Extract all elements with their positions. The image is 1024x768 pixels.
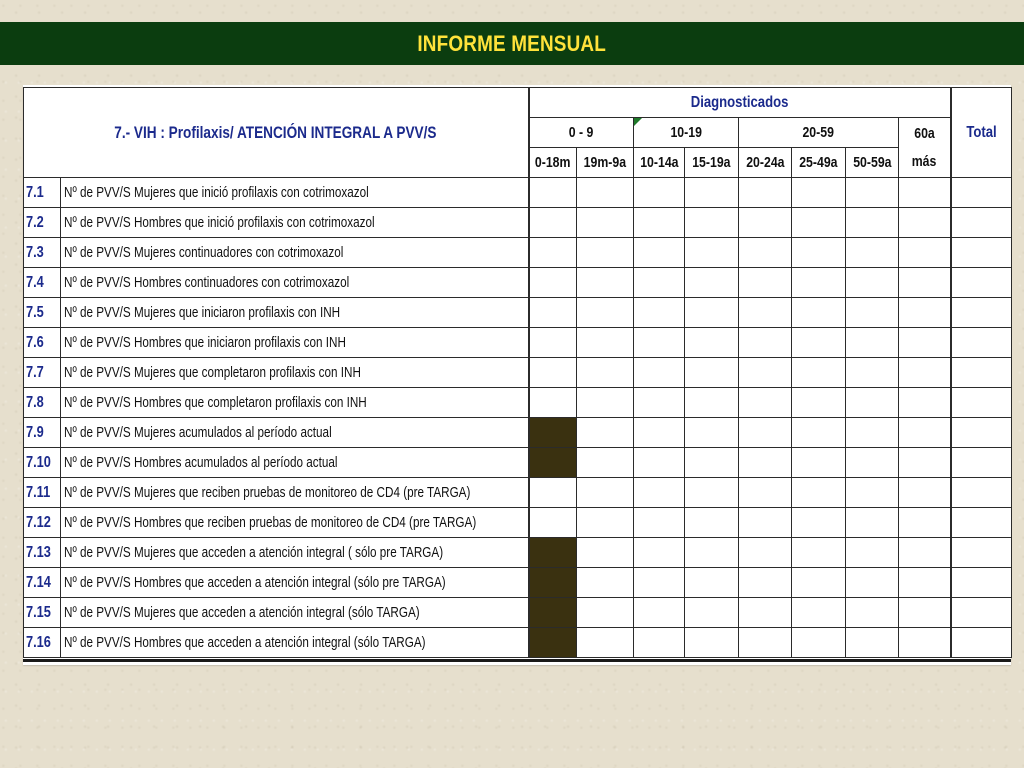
data-cell[interactable] (739, 508, 792, 538)
subgroup-19m-9a (577, 148, 634, 178)
data-cell[interactable] (792, 508, 846, 538)
data-cell[interactable] (792, 418, 846, 448)
age-group-20-59 (739, 118, 899, 148)
data-cell[interactable] (899, 568, 951, 598)
data-cell[interactable] (792, 538, 846, 568)
row-description-text: Nº de PVV/S Mujeres que acceden a atención integral ( sólo pre TARGA) (64, 544, 444, 561)
data-cell[interactable] (899, 298, 951, 328)
data-cell[interactable] (846, 358, 899, 388)
row-code-text: 7.9 (26, 423, 44, 441)
data-cell[interactable] (577, 208, 634, 238)
age-group-label: 0 - 9 (568, 124, 594, 141)
data-cell[interactable] (846, 568, 899, 598)
data-cell[interactable] (739, 238, 792, 268)
row-code-text: 7.11 (26, 483, 51, 501)
data-cell[interactable] (792, 178, 846, 208)
data-cell[interactable] (577, 298, 634, 328)
subgroup-10-14a (634, 148, 685, 178)
data-cell[interactable] (634, 238, 685, 268)
row-description-text: Nº de PVV/S Hombres que acceden a atención integral (sólo TARGA) (64, 634, 426, 651)
data-cell[interactable] (685, 328, 739, 358)
data-cell[interactable] (899, 208, 951, 238)
row-code-text: 7.8 (26, 393, 44, 411)
data-cell[interactable] (792, 448, 846, 478)
table-row (24, 448, 1012, 478)
data-cell[interactable] (577, 388, 634, 418)
row-code-text: 7.3 (26, 243, 44, 261)
total-label: Total (966, 123, 997, 141)
data-cell[interactable] (577, 508, 634, 538)
row-description (61, 478, 529, 508)
data-cell[interactable] (899, 508, 951, 538)
data-cell[interactable] (739, 478, 792, 508)
data-cell[interactable] (792, 628, 846, 658)
data-cell[interactable] (634, 418, 685, 448)
row-code-text: 7.12 (26, 513, 51, 531)
row-code (24, 598, 61, 628)
total-cell[interactable] (951, 358, 1012, 388)
data-cell[interactable] (685, 268, 739, 298)
data-cell[interactable] (846, 328, 899, 358)
total-cell[interactable] (951, 448, 1012, 478)
table-row (24, 628, 1012, 658)
total-cell[interactable] (951, 328, 1012, 358)
row-description (61, 328, 529, 358)
total-cell[interactable] (951, 598, 1012, 628)
row-description (61, 568, 529, 598)
report-table (23, 87, 1012, 658)
row-description (61, 628, 529, 658)
data-cell[interactable] (739, 448, 792, 478)
data-cell[interactable] (739, 298, 792, 328)
row-description (61, 298, 529, 328)
data-cell[interactable] (529, 388, 577, 418)
table-row (24, 298, 1012, 328)
header-row-1 (24, 88, 1012, 118)
row-description-text: Nº de PVV/S Hombres acumulados al período actual (64, 454, 338, 471)
row-description (61, 178, 529, 208)
data-cell[interactable] (577, 238, 634, 268)
row-code (24, 448, 61, 478)
data-cell[interactable] (577, 628, 634, 658)
data-cell[interactable] (634, 358, 685, 388)
row-description-text: Nº de PVV/S Mujeres que reciben pruebas de monitoreo de CD4 (pre TARGA) (64, 484, 471, 501)
row-description (61, 388, 529, 418)
data-cell[interactable] (577, 328, 634, 358)
data-cell[interactable] (846, 178, 899, 208)
data-cell[interactable] (739, 358, 792, 388)
row-description (61, 238, 529, 268)
row-code-text: 7.13 (26, 543, 51, 561)
data-cell[interactable] (846, 448, 899, 478)
data-cell[interactable] (739, 628, 792, 658)
row-description-text: Nº de PVV/S Mujeres que acceden a atención integral (sólo TARGA) (64, 604, 420, 621)
data-cell[interactable] (529, 328, 577, 358)
data-cell[interactable] (899, 628, 951, 658)
row-code (24, 328, 61, 358)
subgroup-label: 25-49a (799, 154, 838, 171)
data-cell[interactable] (634, 328, 685, 358)
data-cell[interactable] (577, 448, 634, 478)
data-cell[interactable] (846, 628, 899, 658)
subgroup-label: 10-14a (639, 154, 679, 171)
data-cell[interactable] (899, 598, 951, 628)
row-description-text: Nº de PVV/S Mujeres continuadores con cotrimoxazol (64, 244, 344, 261)
total-header (951, 88, 1012, 178)
data-cell[interactable] (577, 418, 634, 448)
row-description-text: Nº de PVV/S Hombres que reciben pruebas de monitoreo de CD4 (pre TARGA) (64, 514, 477, 531)
section-title: 7.- VIH : Profilaxis/ ATENCIÓN INTEGRAL A PVV/S (114, 122, 437, 142)
data-cell[interactable] (685, 478, 739, 508)
row-code-text: 7.5 (26, 303, 44, 321)
total-cell[interactable] (951, 208, 1012, 238)
data-cell[interactable] (899, 358, 951, 388)
subgroup-label: 20-24a (745, 154, 785, 171)
data-cell[interactable] (792, 598, 846, 628)
data-cell[interactable] (792, 388, 846, 418)
age-group-label: 60a (913, 124, 935, 142)
data-cell[interactable] (792, 328, 846, 358)
subgroup-20-24a (739, 148, 792, 178)
row-code-text: 7.6 (26, 333, 44, 351)
table-row (24, 478, 1012, 508)
table-row (24, 238, 1012, 268)
data-cell[interactable] (846, 478, 899, 508)
data-cell[interactable] (634, 388, 685, 418)
row-description (61, 268, 529, 298)
row-code (24, 268, 61, 298)
row-code (24, 628, 61, 658)
data-cell[interactable] (529, 298, 577, 328)
row-code-text: 7.15 (26, 603, 51, 621)
data-cell[interactable] (634, 208, 685, 238)
data-cell[interactable] (739, 598, 792, 628)
data-cell[interactable] (634, 628, 685, 658)
age-group-label: más (911, 152, 937, 170)
data-cell[interactable] (685, 508, 739, 538)
data-cell[interactable] (577, 178, 634, 208)
shaded-cell (529, 628, 577, 658)
age-group-0-9 (529, 118, 634, 148)
row-description-text: Nº de PVV/S Hombres que completaron profilaxis con INH (64, 394, 367, 411)
data-cell[interactable] (739, 178, 792, 208)
total-cell[interactable] (951, 628, 1012, 658)
data-cell[interactable] (577, 358, 634, 388)
data-cell[interactable] (529, 268, 577, 298)
data-cell[interactable] (634, 568, 685, 598)
data-cell[interactable] (739, 418, 792, 448)
total-cell[interactable] (951, 238, 1012, 268)
table-row (24, 388, 1012, 418)
data-cell[interactable] (899, 478, 951, 508)
data-cell[interactable] (846, 418, 899, 448)
total-cell[interactable] (951, 568, 1012, 598)
table-row (24, 508, 1012, 538)
data-cell[interactable] (685, 538, 739, 568)
data-cell[interactable] (685, 388, 739, 418)
table-row (24, 418, 1012, 448)
total-cell[interactable] (951, 478, 1012, 508)
data-cell[interactable] (846, 508, 899, 538)
row-description (61, 598, 529, 628)
row-description-text: Nº de PVV/S Hombres continuadores con cotrimoxazol (64, 274, 350, 291)
data-cell[interactable] (529, 358, 577, 388)
row-description (61, 358, 529, 388)
row-code-text: 7.4 (26, 273, 44, 291)
shaded-cell (529, 598, 577, 628)
data-cell[interactable] (529, 508, 577, 538)
data-cell[interactable] (577, 598, 634, 628)
data-cell[interactable] (685, 208, 739, 238)
data-cell[interactable] (899, 388, 951, 418)
row-code (24, 478, 61, 508)
data-cell[interactable] (577, 268, 634, 298)
data-cell[interactable] (634, 298, 685, 328)
row-description (61, 448, 529, 478)
shaded-cell (529, 538, 577, 568)
data-cell[interactable] (846, 238, 899, 268)
data-cell[interactable] (685, 178, 739, 208)
row-code (24, 508, 61, 538)
row-code-text: 7.2 (26, 213, 44, 231)
row-code (24, 358, 61, 388)
subgroup-15-19a (685, 148, 739, 178)
data-cell[interactable] (634, 178, 685, 208)
data-cell[interactable] (739, 328, 792, 358)
row-description-text: Nº de PVV/S Hombres que inició profilaxis con cotrimoxazol (64, 214, 375, 231)
data-cell[interactable] (685, 358, 739, 388)
table-row (24, 328, 1012, 358)
row-code-text: 7.7 (26, 363, 44, 381)
section-title-cell (24, 88, 529, 178)
data-cell[interactable] (685, 568, 739, 598)
table-row (24, 268, 1012, 298)
row-description (61, 418, 529, 448)
data-cell[interactable] (739, 208, 792, 238)
subgroup-label: 50-59a (852, 154, 892, 171)
subgroup-0-18m (529, 148, 577, 178)
age-group-label: 20-59 (802, 124, 835, 141)
shaded-cell (529, 448, 577, 478)
title-bar (0, 22, 1024, 65)
data-cell[interactable] (846, 388, 899, 418)
shaded-cell (529, 418, 577, 448)
shaded-cell (529, 568, 577, 598)
data-cell[interactable] (634, 268, 685, 298)
page-title: INFORME MENSUAL (417, 30, 607, 56)
data-cell[interactable] (634, 448, 685, 478)
bottom-rule (23, 659, 1011, 662)
data-cell[interactable] (899, 328, 951, 358)
table-row (24, 208, 1012, 238)
total-cell[interactable] (951, 538, 1012, 568)
total-cell[interactable] (951, 178, 1012, 208)
row-description-text: Nº de PVV/S Mujeres que iniciaron profilaxis con INH (64, 304, 341, 321)
row-code (24, 538, 61, 568)
subgroup-50-59a (846, 148, 899, 178)
data-cell[interactable] (899, 538, 951, 568)
subgroup-label: 19m-9a (583, 154, 627, 171)
row-code (24, 298, 61, 328)
row-description-text: Nº de PVV/S Mujeres acumulados al período actual (64, 424, 332, 441)
data-cell[interactable] (634, 508, 685, 538)
data-cell[interactable] (846, 268, 899, 298)
row-code (24, 388, 61, 418)
row-code-text: 7.1 (26, 183, 44, 201)
row-description-text: Nº de PVV/S Mujeres que completaron profilaxis con INH (64, 364, 361, 381)
row-code-text: 7.10 (26, 453, 51, 471)
data-cell[interactable] (634, 478, 685, 508)
total-cell[interactable] (951, 298, 1012, 328)
age-group-60-plus (899, 118, 951, 178)
data-cell[interactable] (899, 418, 951, 448)
table-row (24, 358, 1012, 388)
data-cell[interactable] (739, 388, 792, 418)
data-cell[interactable] (529, 478, 577, 508)
total-cell[interactable] (951, 418, 1012, 448)
row-code (24, 178, 61, 208)
table-row (24, 598, 1012, 628)
data-cell[interactable] (899, 238, 951, 268)
data-cell[interactable] (792, 208, 846, 238)
age-group-label: 10-19 (670, 124, 702, 141)
subgroup-25-49a (792, 148, 846, 178)
data-cell[interactable] (792, 568, 846, 598)
data-cell[interactable] (899, 448, 951, 478)
subgroup-label: 0-18m (534, 154, 571, 171)
row-code-text: 7.16 (26, 633, 51, 651)
data-cell[interactable] (846, 298, 899, 328)
data-cell[interactable] (792, 238, 846, 268)
row-code-text: 7.14 (26, 573, 51, 591)
row-code (24, 208, 61, 238)
data-cell[interactable] (529, 178, 577, 208)
table-body (24, 178, 1012, 658)
diagnosticados-label: Diagnosticados (690, 93, 789, 111)
row-description (61, 208, 529, 238)
data-cell[interactable] (792, 478, 846, 508)
data-cell[interactable] (685, 298, 739, 328)
data-cell[interactable] (529, 238, 577, 268)
row-description-text: Nº de PVV/S Mujeres que inició profilaxis con cotrimoxazol (64, 184, 369, 201)
data-cell[interactable] (529, 208, 577, 238)
total-cell[interactable] (951, 268, 1012, 298)
data-cell[interactable] (685, 598, 739, 628)
data-cell[interactable] (846, 538, 899, 568)
row-code (24, 238, 61, 268)
table-row (24, 538, 1012, 568)
data-cell[interactable] (634, 598, 685, 628)
data-cell[interactable] (685, 628, 739, 658)
data-cell[interactable] (899, 268, 951, 298)
table-row (24, 178, 1012, 208)
row-code (24, 418, 61, 448)
data-cell[interactable] (846, 208, 899, 238)
age-group-10-19 (634, 118, 739, 148)
data-cell[interactable] (899, 178, 951, 208)
data-cell[interactable] (685, 448, 739, 478)
row-description (61, 508, 529, 538)
row-description-text: Nº de PVV/S Hombres que acceden a atención integral (sólo pre TARGA) (64, 574, 446, 591)
data-cell[interactable] (577, 478, 634, 508)
data-cell[interactable] (792, 358, 846, 388)
data-cell[interactable] (685, 418, 739, 448)
data-cell[interactable] (739, 568, 792, 598)
subgroup-label: 15-19a (692, 154, 731, 171)
row-description-text: Nº de PVV/S Hombres que iniciaron profilaxis con INH (64, 334, 346, 351)
data-cell[interactable] (792, 298, 846, 328)
data-cell[interactable] (739, 268, 792, 298)
data-cell[interactable] (634, 538, 685, 568)
table-row (24, 568, 1012, 598)
row-code (24, 568, 61, 598)
data-cell[interactable] (739, 538, 792, 568)
data-cell[interactable] (577, 538, 634, 568)
report-sheet (23, 85, 1011, 665)
diagnosticados-header (529, 88, 951, 118)
data-cell[interactable] (577, 568, 634, 598)
total-cell[interactable] (951, 508, 1012, 538)
total-cell[interactable] (951, 388, 1012, 418)
data-cell[interactable] (846, 598, 899, 628)
data-cell[interactable] (792, 268, 846, 298)
data-cell[interactable] (685, 238, 739, 268)
row-description (61, 538, 529, 568)
